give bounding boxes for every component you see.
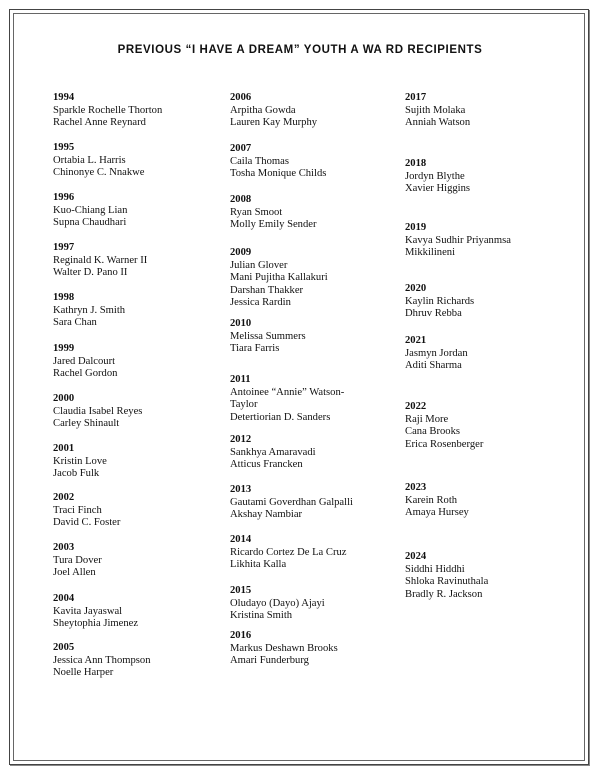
recipient-name: Gautami Goverdhan Galpalli [230, 496, 353, 508]
recipient-name: Traci Finch [53, 504, 102, 516]
award-year: 2002 [53, 492, 75, 503]
recipient-name: Joel Allen [53, 567, 96, 579]
recipient-name: Sara Chan [53, 317, 97, 329]
recipient-name: Kristina Smith [230, 610, 293, 622]
award-year: 2006 [230, 92, 252, 103]
award-year: 2022 [405, 401, 427, 412]
award-year-entry [405, 401, 575, 451]
recipient-name: Markus Deshawn Brooks [230, 642, 338, 654]
recipient-name: Raji More [405, 413, 449, 425]
recipient-name: David C. Foster [53, 517, 121, 529]
award-year: 2019 [405, 222, 427, 233]
award-year-entry [53, 393, 223, 431]
recipient-name: Jessica Ann Thompson [53, 654, 151, 666]
recipient-name: Kuo-Chiang Lian [53, 204, 128, 216]
award-year-entry [230, 484, 400, 522]
recipient-name: Rachel Anne Reynard [53, 117, 146, 129]
recipient-name: Darshan Thakker [230, 284, 304, 296]
recipient-name: Claudia Isabel Reyes [53, 405, 143, 417]
award-year-entry [230, 318, 400, 356]
recipient-name: Amari Funderburg [230, 655, 309, 667]
recipient-name: Amaya Hursey [405, 507, 469, 519]
recipient-name: Xavier Higgins [405, 183, 471, 195]
award-year-entry [230, 374, 400, 424]
award-year-entry [53, 92, 223, 130]
recipient-name: Melissa Summers [230, 330, 306, 342]
award-year-entry [405, 335, 575, 373]
award-year-entry [230, 534, 400, 572]
recipient-name: Jessica Rardin [230, 297, 291, 309]
award-year-entry [53, 343, 223, 381]
award-year: 2001 [53, 443, 75, 454]
award-year: 2005 [53, 642, 75, 653]
award-year: 1997 [53, 242, 75, 253]
recipient-name: Arpitha Gowda [230, 104, 296, 116]
award-year-entry [230, 143, 400, 181]
recipient-name: Bradly R. Jackson [405, 588, 483, 600]
award-year: 2010 [230, 318, 252, 329]
recipient-name: Sankhya Amaravadi [230, 446, 316, 458]
recipient-name: Carley Shinault [53, 418, 120, 430]
award-year: 1995 [53, 142, 75, 153]
award-year: 2016 [230, 630, 252, 641]
recipient-name: Antoinee “Annie” Watson- [230, 386, 345, 398]
recipient-name: Julian Glover [230, 259, 288, 271]
recipient-name: Lauren Kay Murphy [230, 117, 318, 129]
award-year-entry [53, 492, 223, 530]
recipient-name: Cana Brooks [405, 426, 461, 438]
award-year-entry [405, 283, 575, 321]
recipient-name: Mikkilineni [405, 247, 456, 259]
recipient-name: Ortabia L. Harris [53, 154, 126, 166]
page-title: PREVIOUS “I HAVE A DREAM” YOUTH A WA RD RECIPIENTS [117, 44, 483, 56]
recipient-name: Molly Emily Sender [230, 219, 317, 231]
award-year: 2012 [230, 434, 252, 445]
award-year-entry [230, 630, 400, 668]
award-year-entry [53, 443, 223, 481]
recipient-name: Chinonye C. Nnakwe [53, 167, 145, 179]
recipient-name: Kavya Sudhir Priyanmsa [405, 234, 511, 246]
award-year: 2018 [405, 158, 427, 169]
award-year: 2011 [230, 374, 251, 385]
award-year: 2024 [405, 551, 427, 562]
recipient-name: Siddhi Hiddhi [405, 563, 465, 575]
award-year: 2017 [405, 92, 427, 103]
award-year-entry [53, 192, 223, 230]
award-year: 1999 [53, 343, 75, 354]
recipient-name: Jacob Fulk [53, 468, 100, 480]
award-year-entry [405, 551, 575, 601]
award-year: 1998 [53, 292, 75, 303]
award-year: 2014 [230, 534, 252, 545]
recipient-name: Noelle Harper [53, 667, 114, 679]
award-year: 2023 [405, 482, 427, 493]
award-year: 2003 [53, 542, 75, 553]
award-year-entry [53, 242, 223, 280]
award-year-entry [230, 585, 400, 623]
award-year-entry [230, 247, 400, 310]
award-year-entry [230, 92, 400, 130]
recipient-name: Tosha Monique Childs [230, 168, 327, 180]
award-year: 2007 [230, 143, 252, 154]
recipient-name: Oludayo (Dayo) Ajayi [230, 597, 325, 609]
award-year-entry [53, 593, 223, 631]
award-year-entry [405, 482, 575, 520]
award-year: 2004 [53, 593, 75, 604]
award-year: 2021 [405, 335, 427, 346]
recipient-name: Taylor [230, 399, 258, 411]
award-year-entry [230, 434, 400, 472]
award-year: 2015 [230, 585, 252, 596]
recipient-name: Kavita Jayaswal [53, 605, 123, 617]
recipient-name: Dhruv Rebba [405, 308, 462, 320]
award-year-entry [53, 292, 223, 330]
award-year-entry [405, 222, 575, 260]
recipient-name: Karein Roth [405, 494, 458, 506]
recipient-name: Sparkle Rochelle Thorton [53, 104, 163, 116]
recipient-name: Detertiorian D. Sanders [230, 411, 331, 423]
award-year: 2008 [230, 194, 252, 205]
award-year-entry [405, 158, 575, 196]
recipient-name: Akshay Nambiar [230, 509, 303, 521]
recipient-name: Kristin Love [53, 455, 107, 467]
award-year-entry [230, 194, 400, 232]
recipient-name: Shloka Ravinuthala [405, 576, 489, 588]
recipient-name: Reginald K. Warner II [53, 254, 148, 266]
recipient-name: Atticus Francken [230, 459, 303, 471]
recipient-name: Tiara Farris [230, 343, 280, 355]
recipient-name: Kathryn J. Smith [53, 304, 126, 316]
award-year: 2000 [53, 393, 75, 404]
recipient-name: Jasmyn Jordan [405, 347, 468, 359]
recipient-name: Walter D. Pano II [53, 267, 128, 279]
recipient-name: Ryan Smoot [230, 206, 283, 218]
recipient-name: Tura Dover [53, 554, 102, 566]
recipient-name: Supna Chaudhari [53, 217, 127, 229]
award-year: 1996 [53, 192, 75, 203]
award-year: 1994 [53, 92, 75, 103]
recipient-name: Aditi Sharma [405, 360, 462, 372]
award-year: 2013 [230, 484, 252, 495]
recipient-name: Ricardo Cortez De La Cruz [230, 546, 347, 558]
award-year-entry [53, 142, 223, 180]
recipient-name: Sheytophia Jimenez [53, 618, 139, 630]
recipient-name: Mani Pujitha Kallakuri [230, 272, 328, 284]
recipient-name: Caila Thomas [230, 155, 289, 167]
recipient-name: Anniah Watson [405, 117, 471, 129]
award-year: 2020 [405, 283, 427, 294]
recipient-name: Jordyn Blythe [405, 170, 465, 182]
recipient-name: Erica Rosenberger [405, 438, 484, 450]
award-year: 2009 [230, 247, 252, 258]
award-year-entry [53, 542, 223, 580]
award-year-entry [405, 92, 575, 130]
recipient-name: Jared Dalcourt [53, 355, 116, 367]
award-year-entry [53, 642, 223, 680]
recipient-name: Rachel Gordon [53, 368, 118, 380]
recipient-name: Kaylin Richards [405, 295, 475, 307]
recipient-name: Likhita Kalla [230, 559, 287, 571]
recipient-name: Sujith Molaka [405, 104, 466, 116]
